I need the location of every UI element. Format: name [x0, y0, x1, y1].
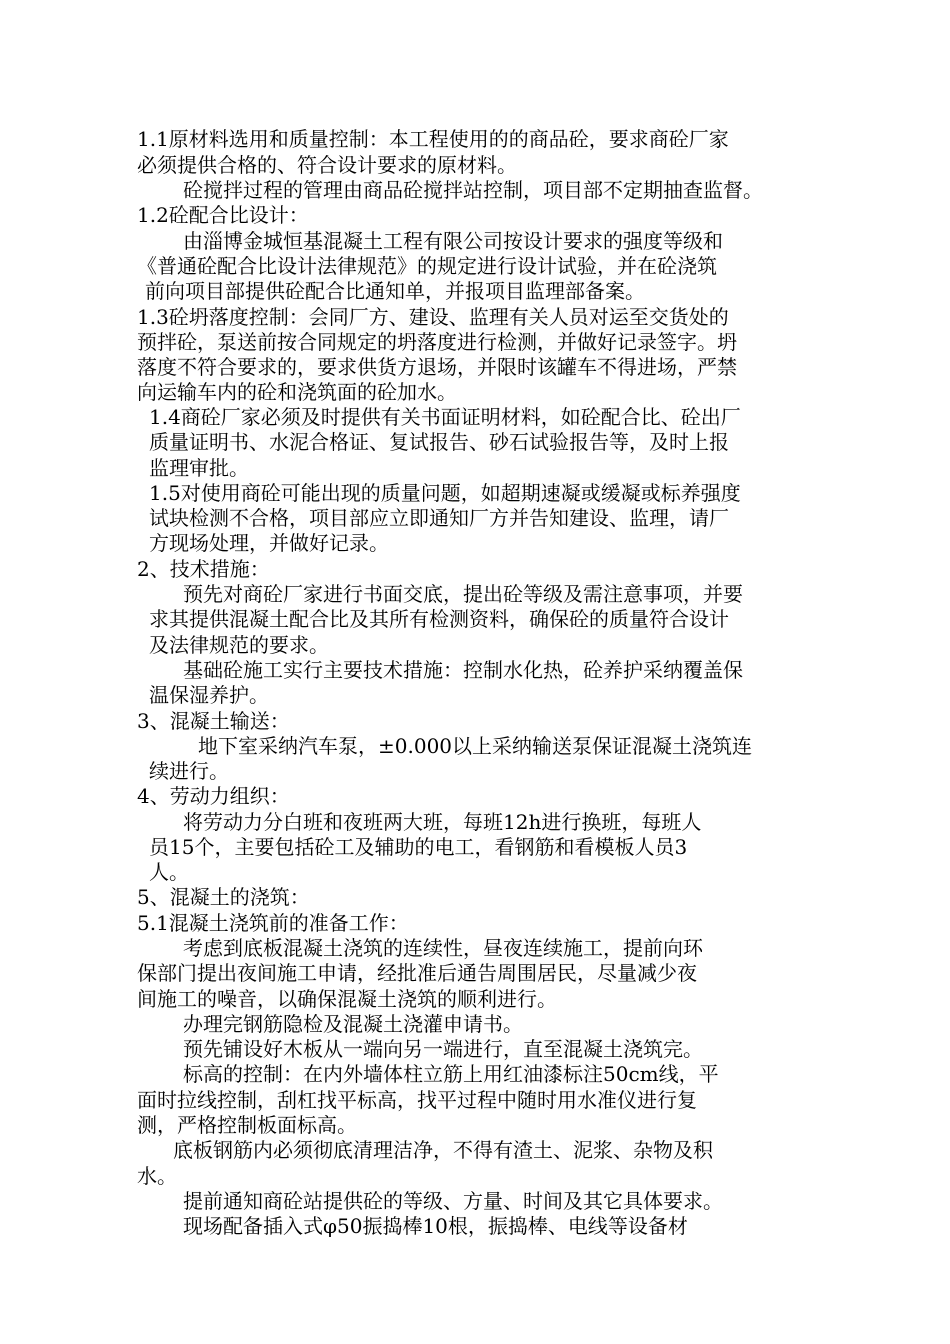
text-line: 员15个，主要包括砼工及辅助的电工，看钢筋和看模板人员3	[149, 835, 688, 859]
text-line: 4、劳动力组织：	[137, 784, 290, 808]
text-line: 预先对商砼厂家进行书面交底，提出砼等级及需注意事项，并要	[183, 582, 743, 606]
text-line: 砼搅拌过程的管理由商品砼搅拌站控制，项目部不定期抽查监督。	[183, 178, 763, 202]
text-line: 办理完钢筋隐检及混凝土浇灌申请书。	[183, 1012, 523, 1036]
text-line: 提前通知商砼站提供砼的等级、方量、时间及其它具体要求。	[183, 1189, 723, 1213]
text-line: 地下室采纳汽车泵，±0.000以上采纳输送泵保证混凝土浇筑连	[198, 734, 753, 758]
text-line: 向运输车内的砼和浇筑面的砼加水。	[137, 380, 457, 404]
text-line: 5.1混凝土浇筑前的准备工作：	[137, 911, 409, 935]
text-line: 人。	[149, 860, 189, 884]
text-line: 1.5对使用商砼可能出现的质量问题，如超期速凝或缓凝或标养强度	[149, 481, 741, 505]
text-line: 1.4商砼厂家必须及时提供有关书面证明材料，如砼配合比、砼出厂	[149, 405, 741, 429]
text-line: 2、技术措施：	[137, 557, 270, 581]
text-line: 间施工的噪音，以确保混凝土浇筑的顺利进行。	[137, 987, 557, 1011]
text-line: 求其提供混凝土配合比及其所有检测资料，确保砼的质量符合设计	[149, 607, 729, 631]
text-line: 预先铺设好木板从一端向另一端进行，直至混凝土浇筑完。	[183, 1037, 703, 1061]
text-line: 保部门提出夜间施工申请，经批准后通告周围居民，尽量减少夜	[137, 961, 697, 985]
text-line: 续进行。	[149, 759, 229, 783]
text-line: 由淄博金城恒基混凝土工程有限公司按设计要求的强度等级和	[183, 229, 723, 253]
text-line: 《普通砼配合比设计法律规范》的规定进行设计试验，并在砼浇筑	[137, 254, 717, 278]
text-line: 现场配备插入式φ50振捣棒10根，振捣棒、电线等设备材	[183, 1214, 688, 1238]
text-line: 5、混凝土的浇筑：	[137, 885, 310, 909]
text-line: 温保湿养护。	[149, 683, 269, 707]
text-line: 底板钢筋内必须彻底清理洁净，不得有渣土、泥浆、杂物及积	[173, 1138, 713, 1162]
text-line: 将劳动力分白班和夜班两大班，每班12h进行换班，每班人	[183, 810, 702, 834]
text-line: 3、混凝土输送：	[137, 709, 290, 733]
text-line: 考虑到底板混凝土浇筑的连续性，昼夜连续施工，提前向环	[183, 936, 703, 960]
text-line: 水。	[137, 1164, 177, 1188]
text-line: 前向项目部提供砼配合比通知单，并报项目监理部备案。	[145, 279, 645, 303]
text-line: 预拌砼，泵送前按合同规定的坍落度进行检测，并做好记录签字。坍	[137, 330, 737, 354]
text-line: 基础砼施工实行主要技术措施：控制水化热，砼养护采纳覆盖保	[183, 658, 743, 682]
text-line: 质量证明书、水泥合格证、复试报告、砂石试验报告等，及时上报	[149, 430, 729, 454]
text-line: 1.1原材料选用和质量控制：本工程使用的的商品砼，要求商砼厂家	[137, 127, 729, 151]
text-line: 1.2砼配合比设计：	[137, 203, 309, 227]
text-line: 面时拉线控制，刮杠找平标高，找平过程中随时用水准仪进行复	[137, 1088, 697, 1112]
text-line: 必须提供合格的、符合设计要求的原材料。	[137, 153, 517, 177]
text-line: 试块检测不合格，项目部应立即通知厂方并告知建设、监理，请厂	[149, 506, 729, 530]
text-line: 1.3砼坍落度控制：会同厂方、建设、监理有关人员对运至交货处的	[137, 305, 729, 329]
text-line: 方现场处理，并做好记录。	[149, 531, 389, 555]
text-line: 监理审批。	[149, 456, 249, 480]
text-line: 落度不符合要求的，要求供货方退场，并限时该罐车不得进场，严禁	[137, 355, 737, 379]
text-line: 及法律规范的要求。	[149, 633, 329, 657]
text-line: 标高的控制：在内外墙体柱立筋上用红油漆标注50cm线，平	[183, 1062, 719, 1086]
text-line: 测，严格控制板面标高。	[137, 1113, 357, 1137]
